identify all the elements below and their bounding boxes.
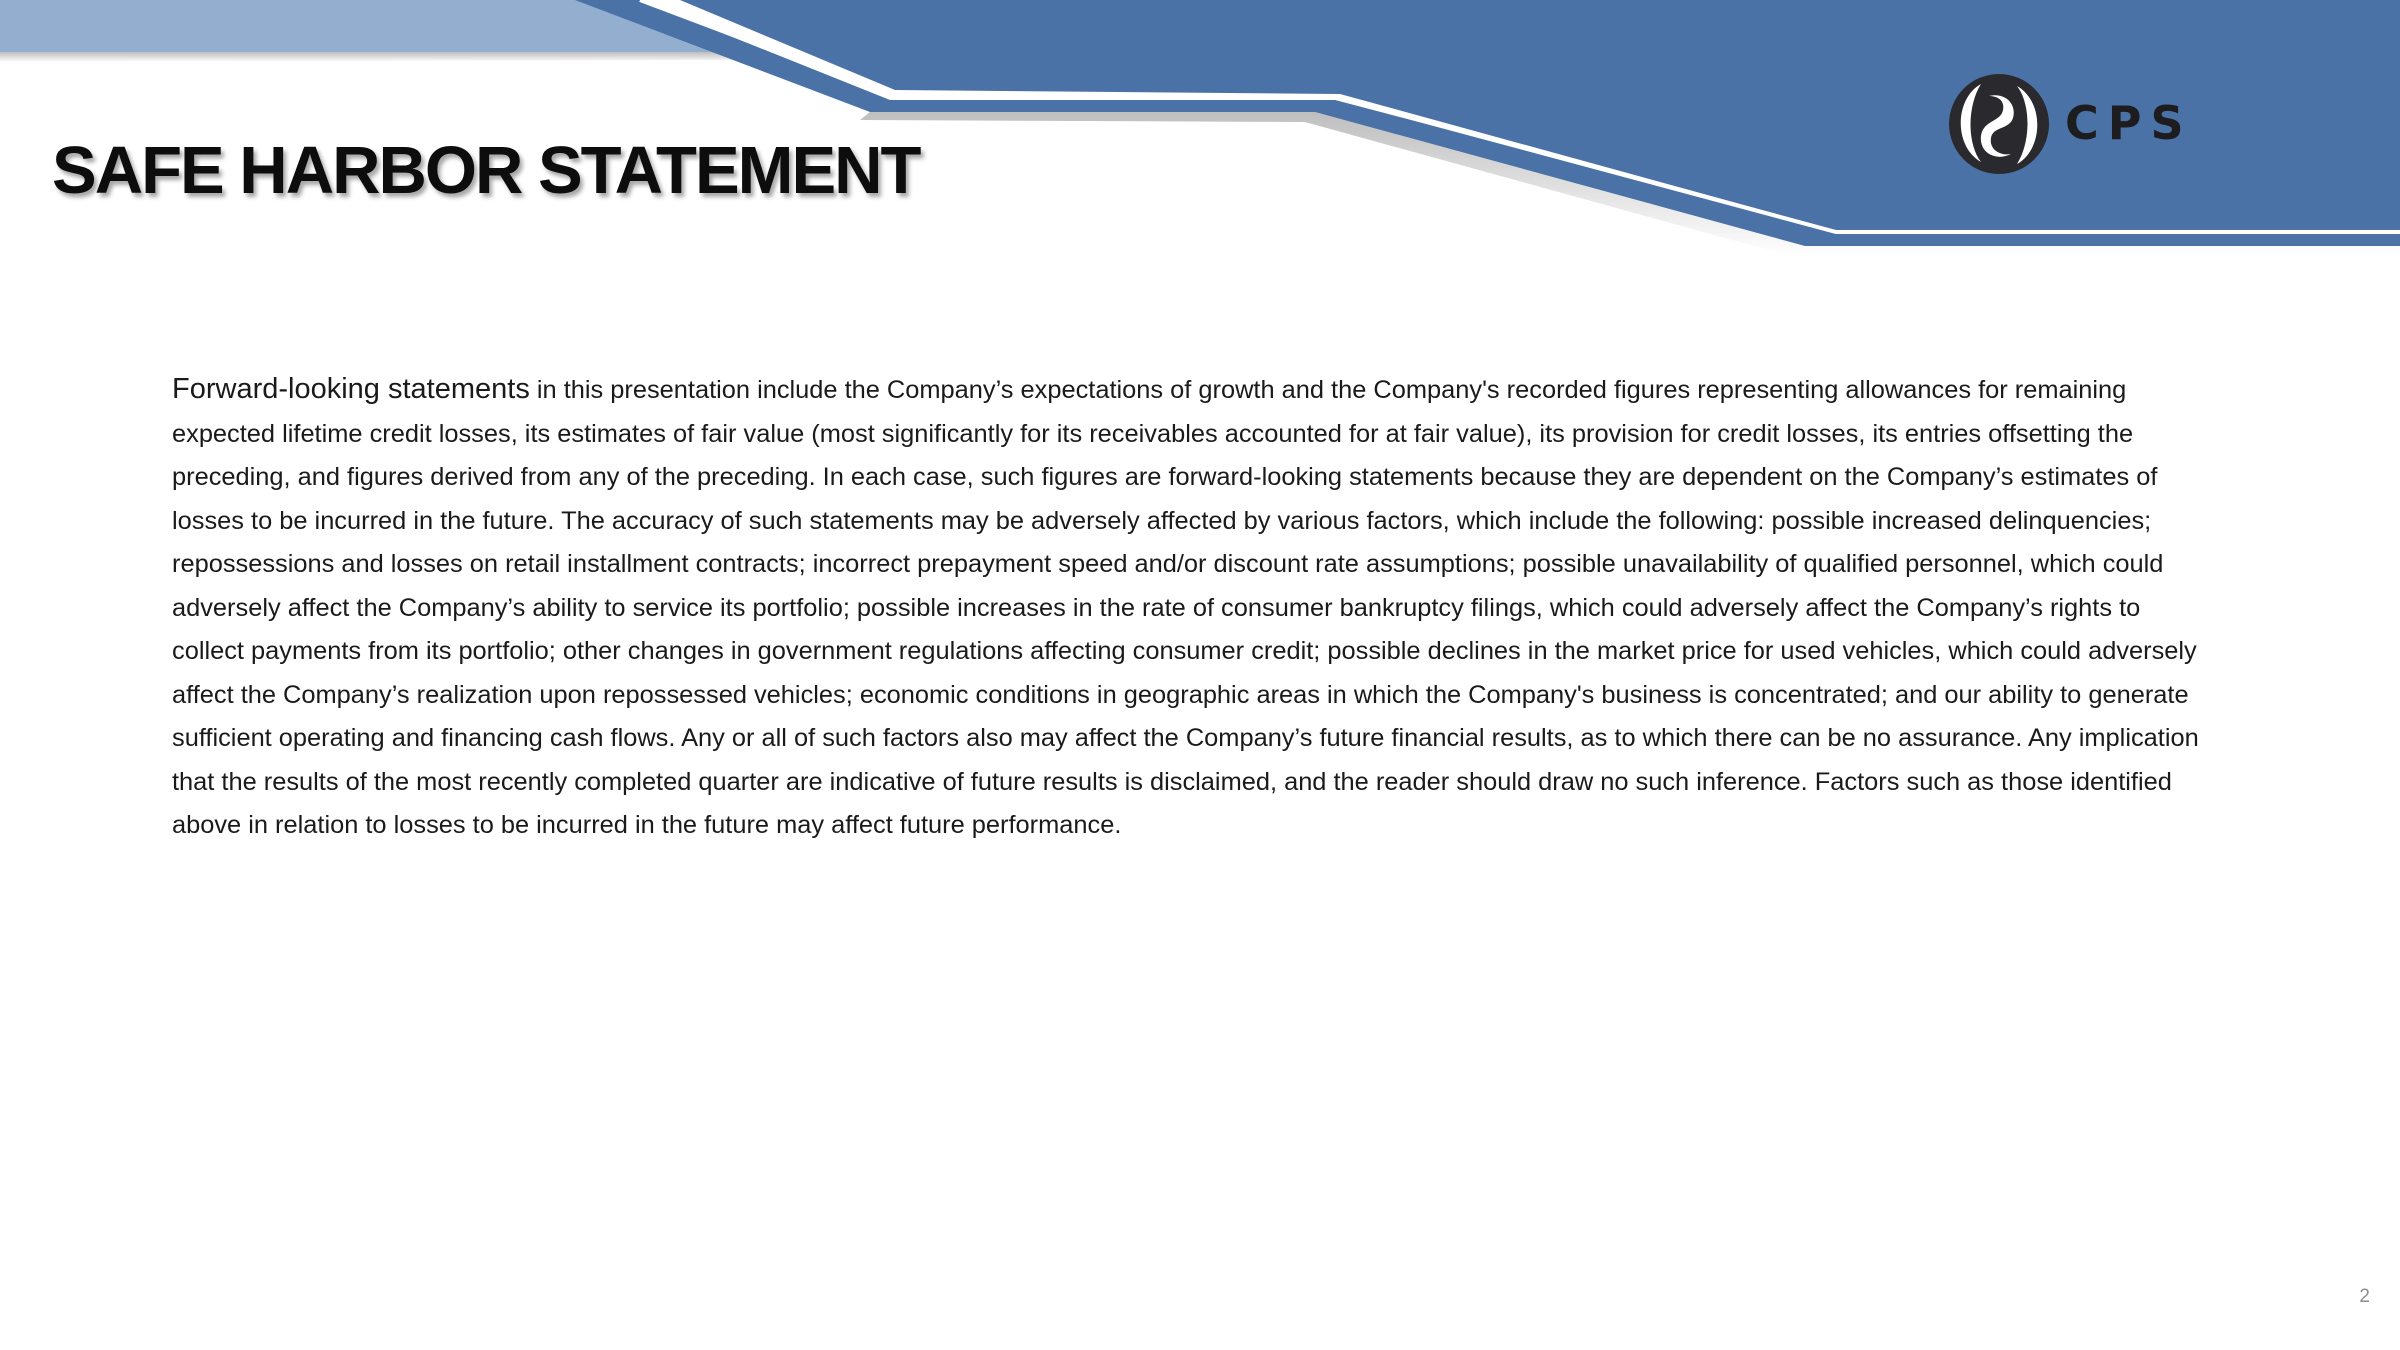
cps-logo-text: CPS [2065,96,2193,150]
cps-logo-mark-icon [1945,66,2065,186]
slide-title: SAFE HARBOR STATEMENT [52,133,920,208]
safe-harbor-paragraph [172,368,2212,848]
paragraph-body: in this presentation include the Company’s expectations of growth and the Company's recorded figures representing allowances for remaining expected lifetime credit losses, its estimates of fair value (most significantly for its receivables accounted for at fair value), its provision for credit losses, its entries offsetting the preceding, and figures derived from any of the preceding. In each case, such figures are forward-looking statements because they are dependent on the Company’s estimates of losses to be incurred in the future. The accuracy of such statements may be adversely affected by various factors, which include the following: possible increased delinquencies; repossessions and losses on retail installment contracts; incorrect prepayment speed and/or discount rate assumptions; possible unavailability of qualified personnel, which could adversely affect the Company’s ability to service its portfolio; possible increases in the rate of consumer bankruptcy filings, which could adversely affect the Company’s rights to collect payments from its portfolio; other changes in government regulations affecting consumer credit; possible declines in the market price for used vehicles, which could adversely affect the Company’s realization upon repossessed vehicles; economic conditions in geographic areas in which the Company's business is concentrated; and our ability to generate sufficient operating and financing cash flows. Any or all of such factors also may affect the Company’s future financial results, as to which there can be no assurance. Any implication that the results of the most recently completed quarter are indicative of future results is disclaimed, and the reader should draw no such inference. Factors such as those identified above in relation to losses to be incurred in the future may affect future performance. [172,376,2199,839]
paragraph-lead: Forward-looking statements [172,373,530,405]
page-number: 2 [2359,1286,2370,1307]
